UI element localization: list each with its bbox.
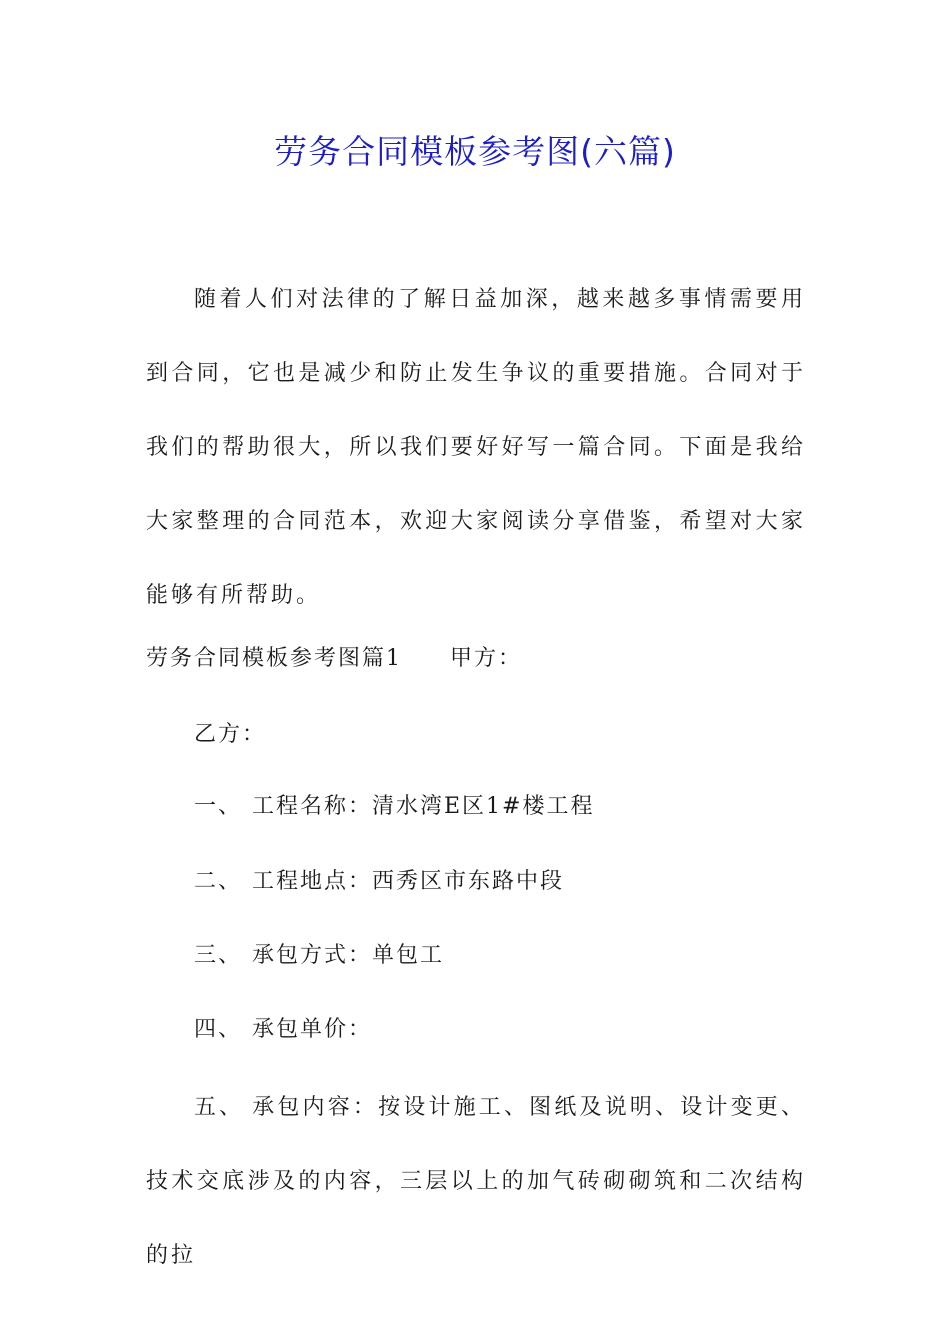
intro-paragraph: 随着人们对法律的了解日益加深，越来越多事情需要用到合同，它也是减少和防止发生争议的重要措施。合同对于我们的帮助很大，所以我们要好好写一篇合同。下面是我给大家整理的合同范本，欢迎大家阅读分享借鉴，希望对大家能够有所帮助。 xyxy=(146,287,806,608)
item-text: 承包方式：单包工 xyxy=(252,943,445,968)
item-number: 四、 xyxy=(194,1017,243,1042)
item-text: 工程名称：清水湾E区1#楼工程 xyxy=(252,794,595,819)
item-text: 工程地点：西秀区市东路中段 xyxy=(252,869,565,894)
party-b-label: 乙方： xyxy=(194,722,267,747)
list-item xyxy=(194,938,444,974)
list-item xyxy=(194,1012,372,1048)
item-text: 承包单价： xyxy=(252,1017,373,1042)
list-item xyxy=(194,864,564,900)
section-heading: 劳务合同模板参考图篇1 xyxy=(146,646,402,671)
item-number: 五、 xyxy=(194,1095,245,1120)
document-title: 劳务合同模板参考图(六篇) xyxy=(274,132,676,171)
item-text: 承包内容：按设计施工、图纸及说明、设计变更、技术交底涉及的内容，三层以上的加气砖砌砌筑和二次结构的拉 xyxy=(146,1095,806,1268)
section-heading-row xyxy=(146,641,806,677)
item-number: 二、 xyxy=(194,869,243,894)
item-number: 一、 xyxy=(194,794,243,819)
item-number: 三、 xyxy=(194,943,243,968)
party-a-label: 甲方： xyxy=(450,646,523,671)
list-item-paragraph xyxy=(146,1071,806,1293)
list-item xyxy=(194,789,595,825)
